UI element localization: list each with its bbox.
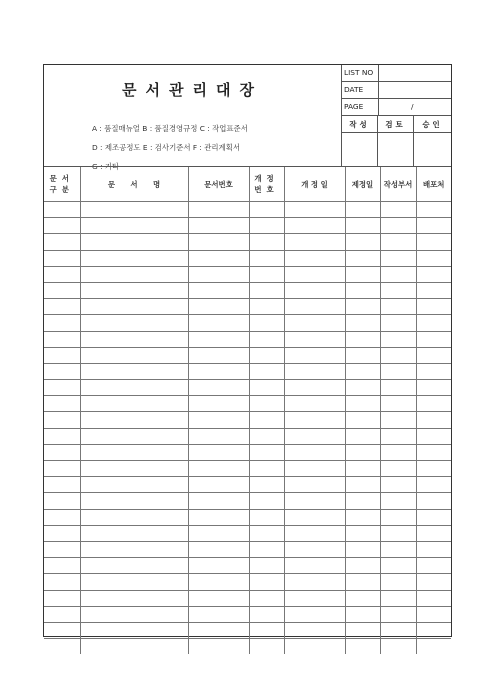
- table-row: [44, 218, 451, 234]
- table-cell[interactable]: [188, 541, 249, 557]
- table-cell[interactable]: [284, 250, 345, 266]
- table-row: [44, 428, 451, 444]
- table-cell[interactable]: [416, 234, 451, 250]
- table-cell[interactable]: [380, 331, 416, 347]
- table-cell[interactable]: [188, 202, 249, 218]
- table-cell[interactable]: [380, 525, 416, 541]
- table-cell[interactable]: [249, 525, 284, 541]
- table-cell[interactable]: [44, 622, 80, 638]
- table-cell[interactable]: [345, 541, 380, 557]
- table-cell[interactable]: [380, 622, 416, 638]
- table-row: [44, 622, 451, 638]
- table-cell[interactable]: [416, 380, 451, 396]
- table-cell[interactable]: [416, 590, 451, 606]
- table-cell[interactable]: [188, 428, 249, 444]
- table-cell[interactable]: [284, 509, 345, 525]
- table-body: [44, 202, 451, 655]
- table-cell[interactable]: [416, 331, 451, 347]
- table-cell[interactable]: [44, 412, 80, 428]
- table-cell[interactable]: [80, 444, 188, 460]
- table-cell[interactable]: [80, 525, 188, 541]
- col-header-enactment-date: 제정일: [345, 167, 380, 202]
- table-cell[interactable]: [80, 622, 188, 638]
- table-cell[interactable]: [284, 606, 345, 622]
- table-cell[interactable]: [284, 428, 345, 444]
- table-row: [44, 477, 451, 493]
- table-row: [44, 363, 451, 379]
- table-cell[interactable]: [380, 639, 416, 655]
- table-cell[interactable]: [80, 331, 188, 347]
- table-row: [44, 234, 451, 250]
- table-cell[interactable]: [284, 347, 345, 363]
- table-cell[interactable]: [44, 444, 80, 460]
- table-cell[interactable]: [249, 202, 284, 218]
- table-cell[interactable]: [188, 315, 249, 331]
- table-cell[interactable]: [44, 396, 80, 412]
- table-cell[interactable]: [345, 234, 380, 250]
- table-cell[interactable]: [345, 202, 380, 218]
- table-cell[interactable]: [249, 444, 284, 460]
- table-cell[interactable]: [345, 493, 380, 509]
- table-cell[interactable]: [44, 282, 80, 298]
- table-cell[interactable]: [345, 461, 380, 477]
- table-cell[interactable]: [249, 574, 284, 590]
- date-row: [342, 82, 451, 99]
- table-cell[interactable]: [80, 412, 188, 428]
- table-cell[interactable]: [380, 234, 416, 250]
- table-cell[interactable]: [188, 493, 249, 509]
- table-cell[interactable]: [416, 363, 451, 379]
- table-cell[interactable]: [249, 380, 284, 396]
- table-row: [44, 315, 451, 331]
- col-header-doc-name: 문 서 명: [80, 167, 188, 202]
- approval-label: 승인: [414, 116, 451, 133]
- table-cell[interactable]: [345, 622, 380, 638]
- list-no-row: [342, 65, 451, 82]
- list-no-label: LIST NO: [344, 68, 374, 77]
- col-header-doc-number: 문서번호: [188, 167, 249, 202]
- table-cell[interactable]: [284, 234, 345, 250]
- table-cell[interactable]: [80, 202, 188, 218]
- table-cell[interactable]: [416, 266, 451, 282]
- table-cell[interactable]: [380, 493, 416, 509]
- table-cell[interactable]: [380, 282, 416, 298]
- table-cell[interactable]: [416, 541, 451, 557]
- table-cell[interactable]: [416, 477, 451, 493]
- table-cell[interactable]: [80, 574, 188, 590]
- legend-line: D : 제조공정도 E : 검사기준서 F : 관리계획서: [92, 143, 240, 152]
- table-cell[interactable]: [380, 363, 416, 379]
- table-cell[interactable]: [380, 299, 416, 315]
- table-cell[interactable]: [249, 250, 284, 266]
- col-header-revision-number: 개정 번호: [249, 167, 284, 202]
- table-cell[interactable]: [188, 477, 249, 493]
- table-cell[interactable]: [80, 461, 188, 477]
- table-cell[interactable]: [416, 622, 451, 638]
- table-cell[interactable]: [416, 412, 451, 428]
- page-separator: /: [411, 102, 414, 111]
- table-row: [44, 444, 451, 460]
- table-cell[interactable]: [284, 331, 345, 347]
- legend-line: A : 품질매뉴얼 B : 품질경영규정 C : 작업표준서: [92, 124, 248, 133]
- table-row: [44, 639, 451, 655]
- table-cell[interactable]: [44, 574, 80, 590]
- table-cell[interactable]: [345, 428, 380, 444]
- table-cell[interactable]: [249, 315, 284, 331]
- table-cell[interactable]: [188, 639, 249, 655]
- table-cell[interactable]: [345, 525, 380, 541]
- table-cell[interactable]: [380, 509, 416, 525]
- table-cell[interactable]: [80, 250, 188, 266]
- table-cell[interactable]: [380, 428, 416, 444]
- table-cell[interactable]: [188, 396, 249, 412]
- table-cell[interactable]: [284, 218, 345, 234]
- table-cell[interactable]: [80, 541, 188, 557]
- table-cell[interactable]: [380, 347, 416, 363]
- table-cell[interactable]: [416, 606, 451, 622]
- table-row: [44, 347, 451, 363]
- table-cell[interactable]: [380, 461, 416, 477]
- date-field[interactable]: [378, 82, 452, 98]
- table-cell[interactable]: [80, 396, 188, 412]
- table-cell[interactable]: [188, 622, 249, 638]
- table-cell[interactable]: [284, 363, 345, 379]
- table-row: [44, 266, 451, 282]
- table-cell[interactable]: [249, 477, 284, 493]
- table-cell[interactable]: [416, 396, 451, 412]
- table-cell[interactable]: [380, 315, 416, 331]
- table-cell[interactable]: [284, 477, 345, 493]
- page-label: PAGE: [344, 102, 364, 111]
- table-cell[interactable]: [80, 363, 188, 379]
- table-cell[interactable]: [188, 250, 249, 266]
- table-cell[interactable]: [380, 266, 416, 282]
- table-row: [44, 493, 451, 509]
- table-cell[interactable]: [80, 347, 188, 363]
- table-cell[interactable]: [380, 590, 416, 606]
- table-cell[interactable]: [380, 202, 416, 218]
- table-cell[interactable]: [416, 525, 451, 541]
- table-cell[interactable]: [284, 639, 345, 655]
- table-cell[interactable]: [416, 428, 451, 444]
- table-cell[interactable]: [44, 202, 80, 218]
- table-cell[interactable]: [380, 541, 416, 557]
- table-cell[interactable]: [188, 380, 249, 396]
- table-cell[interactable]: [284, 461, 345, 477]
- table-cell[interactable]: [345, 218, 380, 234]
- table-cell[interactable]: [380, 477, 416, 493]
- table-cell[interactable]: [345, 509, 380, 525]
- table-cell[interactable]: [188, 266, 249, 282]
- approval-cell-author[interactable]: [342, 116, 378, 166]
- table-cell[interactable]: [284, 558, 345, 574]
- col-header-doc-type: 문서 구분: [44, 167, 80, 202]
- approval-box: [342, 116, 451, 166]
- table-cell[interactable]: [80, 266, 188, 282]
- table-cell[interactable]: [284, 541, 345, 557]
- table-cell[interactable]: [380, 574, 416, 590]
- table-cell[interactable]: [380, 218, 416, 234]
- table-cell[interactable]: [416, 347, 451, 363]
- table-cell[interactable]: [284, 299, 345, 315]
- header-title-area: [44, 65, 342, 171]
- table-cell[interactable]: [188, 218, 249, 234]
- table-cell[interactable]: [44, 266, 80, 282]
- approval-cell-approve[interactable]: [414, 116, 451, 166]
- table-cell[interactable]: [345, 315, 380, 331]
- table-cell[interactable]: [416, 558, 451, 574]
- table-cell[interactable]: [284, 412, 345, 428]
- table-cell[interactable]: [44, 315, 80, 331]
- col-header-distribution: 배포처: [416, 167, 451, 202]
- table-cell[interactable]: [249, 363, 284, 379]
- table-cell[interactable]: [188, 444, 249, 460]
- table-cell[interactable]: [249, 282, 284, 298]
- table-cell[interactable]: [249, 509, 284, 525]
- table-cell[interactable]: [44, 461, 80, 477]
- table-cell[interactable]: [345, 266, 380, 282]
- table-cell[interactable]: [416, 444, 451, 460]
- table-row: [44, 461, 451, 477]
- table-cell[interactable]: [249, 590, 284, 606]
- approval-label: 검토: [378, 116, 413, 133]
- table-cell[interactable]: [345, 363, 380, 379]
- table-row: [44, 250, 451, 266]
- table-cell[interactable]: [345, 347, 380, 363]
- table-cell[interactable]: [80, 282, 188, 298]
- table-cell[interactable]: [188, 558, 249, 574]
- table-cell[interactable]: [188, 331, 249, 347]
- table-cell[interactable]: [44, 380, 80, 396]
- table-row: [44, 606, 451, 622]
- table-cell[interactable]: [188, 525, 249, 541]
- table-row: [44, 525, 451, 541]
- table-cell[interactable]: [44, 590, 80, 606]
- table-cell[interactable]: [380, 558, 416, 574]
- table-cell[interactable]: [284, 622, 345, 638]
- table-cell[interactable]: [284, 266, 345, 282]
- table-row: [44, 590, 451, 606]
- table-cell[interactable]: [345, 331, 380, 347]
- legend-line: G : 기타: [92, 162, 120, 171]
- table-cell[interactable]: [284, 202, 345, 218]
- table-cell[interactable]: [345, 639, 380, 655]
- table-cell[interactable]: [44, 558, 80, 574]
- table-row: [44, 558, 451, 574]
- table-cell[interactable]: [249, 218, 284, 234]
- approval-cell-review[interactable]: [378, 116, 414, 166]
- table-cell[interactable]: [44, 509, 80, 525]
- table-cell[interactable]: [188, 606, 249, 622]
- table-cell[interactable]: [80, 606, 188, 622]
- table-cell[interactable]: [44, 234, 80, 250]
- table-cell[interactable]: [80, 315, 188, 331]
- table-cell[interactable]: [80, 639, 188, 655]
- table-cell[interactable]: [345, 282, 380, 298]
- header-meta-area: [342, 65, 451, 166]
- table-cell[interactable]: [380, 606, 416, 622]
- table-cell[interactable]: [80, 493, 188, 509]
- table-cell[interactable]: [380, 396, 416, 412]
- table-cell[interactable]: [188, 363, 249, 379]
- table-cell[interactable]: [44, 218, 80, 234]
- table-cell[interactable]: [80, 590, 188, 606]
- table-cell[interactable]: [80, 218, 188, 234]
- table-cell[interactable]: [345, 299, 380, 315]
- date-label: DATE: [344, 85, 364, 94]
- page-row: [342, 99, 451, 116]
- table-cell[interactable]: [416, 639, 451, 655]
- table-row: [44, 541, 451, 557]
- table-cell[interactable]: [249, 331, 284, 347]
- table-cell[interactable]: [345, 250, 380, 266]
- table-cell[interactable]: [380, 412, 416, 428]
- table-cell[interactable]: [284, 282, 345, 298]
- table-cell[interactable]: [345, 380, 380, 396]
- table-cell[interactable]: [80, 428, 188, 444]
- table-header-row: [44, 167, 451, 202]
- table-cell[interactable]: [80, 558, 188, 574]
- table-cell[interactable]: [44, 606, 80, 622]
- table-cell[interactable]: [249, 234, 284, 250]
- table-row: [44, 202, 451, 218]
- table-cell[interactable]: [284, 574, 345, 590]
- table-cell[interactable]: [345, 477, 380, 493]
- table-cell[interactable]: [188, 412, 249, 428]
- table-cell[interactable]: [249, 266, 284, 282]
- table-row: [44, 282, 451, 298]
- table-cell[interactable]: [44, 331, 80, 347]
- table-cell[interactable]: [188, 590, 249, 606]
- table-cell[interactable]: [284, 380, 345, 396]
- table-cell[interactable]: [188, 461, 249, 477]
- table-cell[interactable]: [380, 380, 416, 396]
- table-cell[interactable]: [284, 525, 345, 541]
- col-header-author-dept: 작성부서: [380, 167, 416, 202]
- table-cell[interactable]: [380, 444, 416, 460]
- table-cell[interactable]: [416, 493, 451, 509]
- table-cell[interactable]: [345, 606, 380, 622]
- document-register-sheet: [43, 64, 452, 637]
- table-cell[interactable]: [345, 590, 380, 606]
- table-cell[interactable]: [416, 299, 451, 315]
- table-cell[interactable]: [284, 444, 345, 460]
- table-cell[interactable]: [249, 299, 284, 315]
- table-cell[interactable]: [249, 622, 284, 638]
- table-cell[interactable]: [416, 282, 451, 298]
- table-cell[interactable]: [188, 282, 249, 298]
- table-row: [44, 574, 451, 590]
- table-cell[interactable]: [188, 234, 249, 250]
- table-cell[interactable]: [284, 315, 345, 331]
- table-row: [44, 331, 451, 347]
- list-no-field[interactable]: [378, 65, 452, 81]
- table-cell[interactable]: [249, 461, 284, 477]
- table-cell[interactable]: [416, 315, 451, 331]
- table-cell[interactable]: [80, 380, 188, 396]
- table-cell[interactable]: [80, 509, 188, 525]
- table-cell[interactable]: [416, 250, 451, 266]
- table-cell[interactable]: [249, 412, 284, 428]
- table-cell[interactable]: [249, 396, 284, 412]
- page-title: 문서관리대장: [122, 81, 263, 99]
- table-cell[interactable]: [44, 541, 80, 557]
- table-cell[interactable]: [249, 347, 284, 363]
- table-cell[interactable]: [284, 493, 345, 509]
- table-row: [44, 380, 451, 396]
- table-cell[interactable]: [249, 606, 284, 622]
- table-cell[interactable]: [188, 347, 249, 363]
- table-cell[interactable]: [44, 299, 80, 315]
- table-cell[interactable]: [416, 202, 451, 218]
- table-cell[interactable]: [80, 234, 188, 250]
- table-cell[interactable]: [188, 299, 249, 315]
- table-row: [44, 299, 451, 315]
- table-cell[interactable]: [416, 509, 451, 525]
- table-cell[interactable]: [416, 461, 451, 477]
- register-table: [44, 166, 451, 654]
- table-cell[interactable]: [44, 477, 80, 493]
- table-cell[interactable]: [249, 493, 284, 509]
- table-cell[interactable]: [380, 250, 416, 266]
- table-cell[interactable]: [44, 639, 80, 655]
- table-row: [44, 412, 451, 428]
- table-cell[interactable]: [249, 558, 284, 574]
- table-cell[interactable]: [80, 477, 188, 493]
- table-cell[interactable]: [188, 574, 249, 590]
- table-cell[interactable]: [44, 250, 80, 266]
- table-cell[interactable]: [44, 525, 80, 541]
- table-cell[interactable]: [44, 363, 80, 379]
- table-cell[interactable]: [249, 639, 284, 655]
- table-cell[interactable]: [284, 396, 345, 412]
- approval-label: 작성: [342, 116, 377, 133]
- table-cell[interactable]: [249, 541, 284, 557]
- table-cell[interactable]: [188, 509, 249, 525]
- table-cell[interactable]: [416, 218, 451, 234]
- table-cell[interactable]: [44, 347, 80, 363]
- table-cell[interactable]: [284, 590, 345, 606]
- table-cell[interactable]: [345, 558, 380, 574]
- table-cell[interactable]: [44, 493, 80, 509]
- table-cell[interactable]: [80, 299, 188, 315]
- table-row: [44, 509, 451, 525]
- table-cell[interactable]: [44, 428, 80, 444]
- table-row: [44, 396, 451, 412]
- table-cell[interactable]: [345, 412, 380, 428]
- table-cell[interactable]: [249, 428, 284, 444]
- table-cell[interactable]: [345, 396, 380, 412]
- table-cell[interactable]: [345, 574, 380, 590]
- col-header-revision-date: 개 정 일: [284, 167, 345, 202]
- table-cell[interactable]: [416, 574, 451, 590]
- table-cell[interactable]: [345, 444, 380, 460]
- page-field[interactable]: [378, 99, 452, 115]
